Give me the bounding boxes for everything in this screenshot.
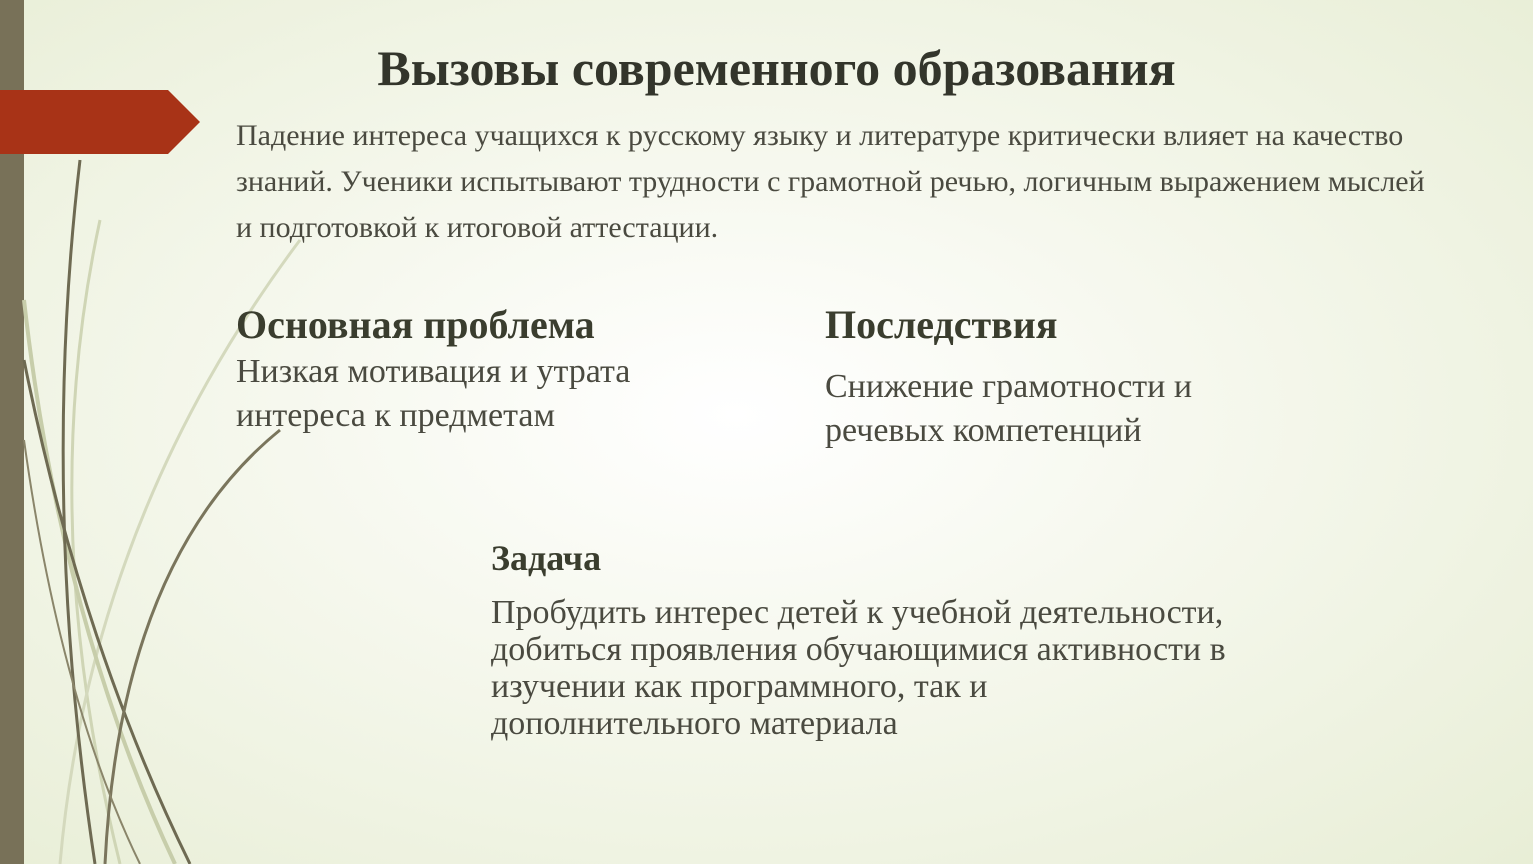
problem-heading: Основная проблема bbox=[236, 302, 595, 347]
problem-text: Низкая мотивация и утрата интереса к предметам bbox=[236, 353, 631, 434]
consequences-text: Снижение грамотности и речевых компетенций bbox=[825, 368, 1193, 449]
decor-curve-dark-3 bbox=[105, 430, 280, 864]
consequences-heading: Последствия bbox=[825, 302, 1058, 347]
task-heading: Задача bbox=[491, 538, 602, 578]
intro-paragraph: Падение интереса учащихся к русскому языку и литературе критически влияет на качество знаний. Ученики испытывают трудности с грамотной речью, логичным выражением мыслей и подготовкой к итоговой аттестации. bbox=[236, 119, 1425, 244]
task-text: Пробудить интерес детей к учебной деятельности, добиться проявления обучающимися активности в изучении как программного, так и дополнительного материала bbox=[491, 594, 1226, 742]
slide-title: Вызовы современного образования bbox=[377, 40, 1176, 96]
